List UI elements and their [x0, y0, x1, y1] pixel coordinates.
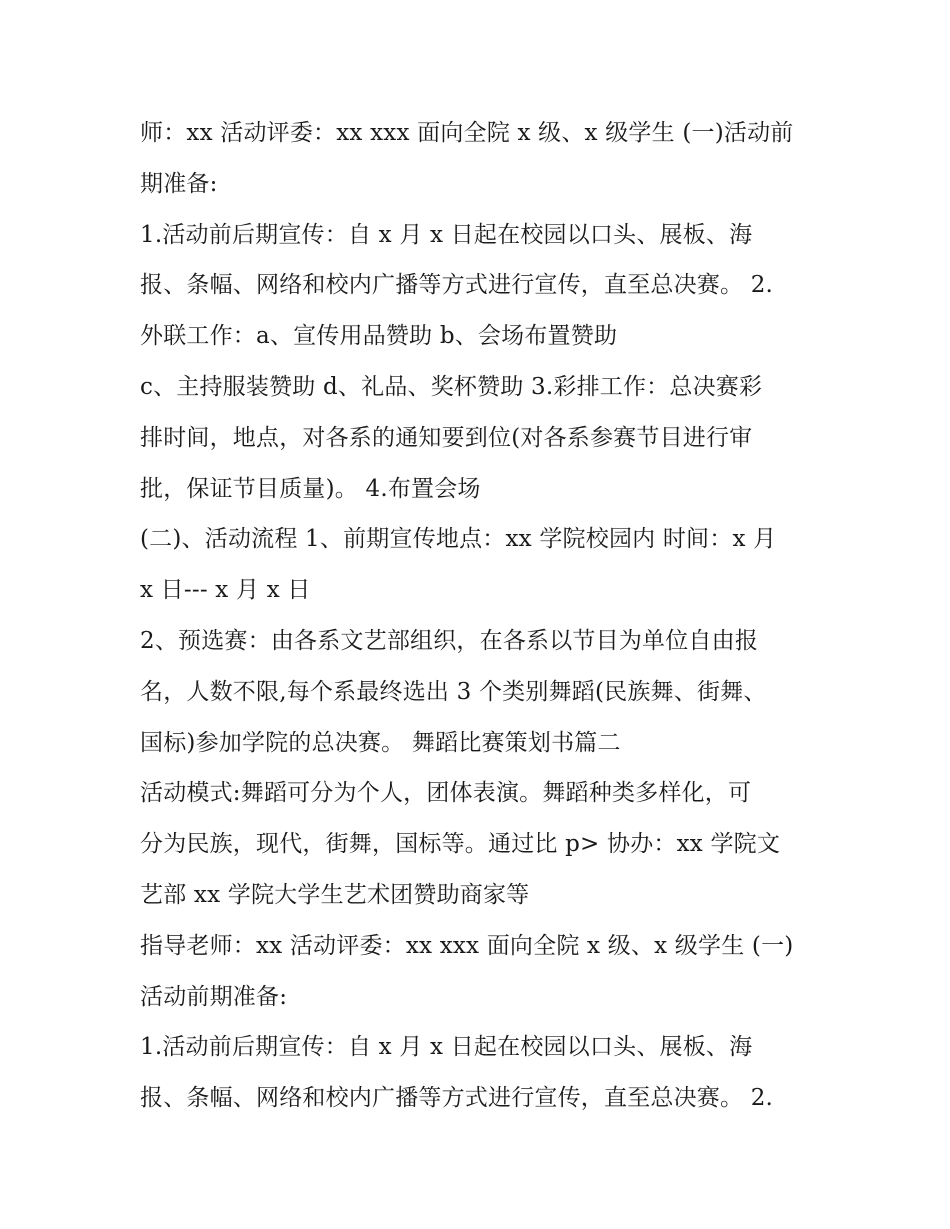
text-line: 外联工作：a、宣传用品赞助 b、会场布置赞助: [140, 323, 618, 350]
text-line: 分为民族，现代，街舞，国标等。通过比 p> 协办：xx 学院文: [140, 831, 781, 858]
document-body: [140, 108, 830, 1124]
text-line: 活动模式:舞蹈可分为个人，团体表演。舞蹈种类多样化，可: [140, 780, 752, 807]
text-line: c、主持服装赞助 d、礼品、奖杯赞助 3.彩排工作：总决赛彩: [140, 373, 763, 400]
text-line: 艺部 xx 学院大学生艺术团赞助商家等: [140, 881, 530, 908]
text-line: 1.活动前后期宣传：自 x 月 x 日起在校园以口头、展板、海: [140, 1034, 753, 1061]
text-line: x 日--- x 月 x 日: [140, 577, 311, 604]
text-line: 国标)参加学院的总决赛。 舞蹈比赛策划书篇二: [140, 729, 621, 756]
text-line: 报、条幅、网络和校内广播等方式进行宣传，直至总决赛。 2.: [140, 1085, 774, 1112]
text-line: 期准备:: [140, 170, 218, 197]
text-line: 1.活动前后期宣传：自 x 月 x 日起在校园以口头、展板、海: [140, 221, 753, 248]
text-line: 指导老师：xx 活动评委：xx xxx 面向全院 x 级、x 级学生 (一): [140, 932, 794, 959]
text-line: 批，保证节目质量)。 4.布置会场: [140, 475, 481, 502]
text-line: 名，人数不限,每个系最终选出 3 个类别舞蹈(民族舞、街舞、: [140, 678, 767, 705]
text-line: 报、条幅、网络和校内广播等方式进行宣传，直至总决赛。 2.: [140, 272, 774, 299]
text-line: 师：xx 活动评委：xx xxx 面向全院 x 级、x 级学生 (一)活动前: [140, 120, 794, 146]
text-line: (二)、活动流程 1、前期宣传地点：xx 学院校园内 时间：x 月: [140, 526, 777, 553]
text-line: 活动前期准备:: [140, 983, 288, 1010]
text-line: 2、预选赛：由各系文艺部组织，在各系以节目为单位自由报: [140, 627, 759, 654]
text-line: 排时间，地点，对各系的通知要到位(对各系参赛节目进行审: [140, 424, 753, 451]
